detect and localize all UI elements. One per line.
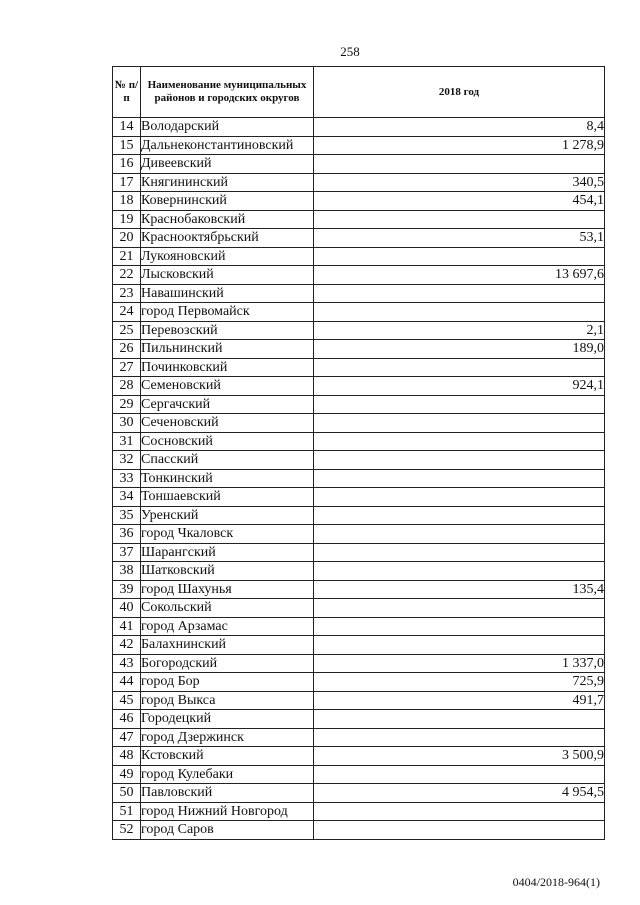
- municipality-name: Спасский: [141, 451, 314, 470]
- row-number: 24: [113, 303, 141, 322]
- municipality-name: Пильнинский: [141, 340, 314, 359]
- row-value: [314, 617, 605, 636]
- row-value: [314, 562, 605, 581]
- municipality-name: Тонкинский: [141, 469, 314, 488]
- table-header-row: [113, 67, 605, 118]
- row-number: 23: [113, 284, 141, 303]
- row-value: 53,1: [314, 229, 605, 248]
- municipality-name: город Арзамас: [141, 617, 314, 636]
- header-num: № п/п: [113, 67, 141, 118]
- table-row: [113, 303, 605, 322]
- row-number: 49: [113, 765, 141, 784]
- row-number: 35: [113, 506, 141, 525]
- row-number: 31: [113, 432, 141, 451]
- row-number: 45: [113, 691, 141, 710]
- table-row: [113, 525, 605, 544]
- municipality-name: Богородский: [141, 654, 314, 673]
- header-name: Наименование муниципальных районов и городских округов: [141, 67, 314, 118]
- table-row: [113, 580, 605, 599]
- municipality-name: Сокольский: [141, 599, 314, 618]
- table-row: [113, 636, 605, 655]
- row-number: 48: [113, 747, 141, 766]
- document-code: 0404/2018-964(1): [512, 875, 600, 889]
- row-value: [314, 469, 605, 488]
- table-row: [113, 266, 605, 285]
- header-year: 2018 год: [314, 67, 605, 118]
- municipality-name: город Кулебаки: [141, 765, 314, 784]
- row-value: [314, 303, 605, 322]
- row-number: 29: [113, 395, 141, 414]
- row-number: 21: [113, 247, 141, 266]
- municipality-name: Кстовский: [141, 747, 314, 766]
- row-number: 44: [113, 673, 141, 692]
- row-number: 38: [113, 562, 141, 581]
- table-row: [113, 599, 605, 618]
- row-value: 1 337,0: [314, 654, 605, 673]
- municipality-name: Дивеевский: [141, 155, 314, 174]
- row-number: 33: [113, 469, 141, 488]
- row-number: 41: [113, 617, 141, 636]
- table-row: [113, 136, 605, 155]
- municipality-name: Дальнеконстантиновский: [141, 136, 314, 155]
- municipality-name: Шатковский: [141, 562, 314, 581]
- row-number: 39: [113, 580, 141, 599]
- municipality-name: город Первомайск: [141, 303, 314, 322]
- table-row: [113, 488, 605, 507]
- row-number: 42: [113, 636, 141, 655]
- table-row: [113, 229, 605, 248]
- table-row: [113, 543, 605, 562]
- data-table: [112, 66, 605, 840]
- row-value: 725,9: [314, 673, 605, 692]
- table-row: [113, 377, 605, 396]
- municipality-name: город Выкса: [141, 691, 314, 710]
- municipality-name: Перевозский: [141, 321, 314, 340]
- table-row: [113, 321, 605, 340]
- municipality-name: город Шахунья: [141, 580, 314, 599]
- row-value: [314, 432, 605, 451]
- row-number: 16: [113, 155, 141, 174]
- row-value: [314, 802, 605, 821]
- municipality-name: Лысковский: [141, 266, 314, 285]
- table-row: [113, 654, 605, 673]
- table-row: [113, 747, 605, 766]
- row-number: 46: [113, 710, 141, 729]
- row-number: 20: [113, 229, 141, 248]
- row-value: 2,1: [314, 321, 605, 340]
- table-row: [113, 821, 605, 840]
- row-number: 25: [113, 321, 141, 340]
- municipality-name: Княгининский: [141, 173, 314, 192]
- row-number: 14: [113, 118, 141, 137]
- table-row: [113, 710, 605, 729]
- municipality-name: город Чкаловск: [141, 525, 314, 544]
- row-value: 4 954,5: [314, 784, 605, 803]
- table-row: [113, 802, 605, 821]
- municipality-name: Сосновский: [141, 432, 314, 451]
- row-number: 22: [113, 266, 141, 285]
- table-row: [113, 451, 605, 470]
- table-row: [113, 617, 605, 636]
- row-value: [314, 488, 605, 507]
- municipality-name: Городецкий: [141, 710, 314, 729]
- row-value: 13 697,6: [314, 266, 605, 285]
- table-row: [113, 506, 605, 525]
- row-number: 37: [113, 543, 141, 562]
- row-value: 924,1: [314, 377, 605, 396]
- row-number: 27: [113, 358, 141, 377]
- municipality-name: Сергачский: [141, 395, 314, 414]
- row-value: [314, 821, 605, 840]
- table-row: [113, 469, 605, 488]
- row-number: 28: [113, 377, 141, 396]
- row-number: 19: [113, 210, 141, 229]
- row-number: 26: [113, 340, 141, 359]
- table-row: [113, 173, 605, 192]
- page-number: 258: [340, 44, 360, 59]
- row-value: 454,1: [314, 192, 605, 211]
- municipality-name: город Нижний Новгород: [141, 802, 314, 821]
- municipality-name: Краснооктябрьский: [141, 229, 314, 248]
- municipality-name: Уренский: [141, 506, 314, 525]
- row-number: 34: [113, 488, 141, 507]
- table-row: [113, 340, 605, 359]
- table-row: [113, 414, 605, 433]
- row-value: [314, 765, 605, 784]
- table-row: [113, 358, 605, 377]
- municipality-name: Краснобаковский: [141, 210, 314, 229]
- row-value: 189,0: [314, 340, 605, 359]
- table-row: [113, 247, 605, 266]
- row-value: [314, 636, 605, 655]
- row-value: [314, 414, 605, 433]
- row-value: [314, 284, 605, 303]
- municipality-name: Починковский: [141, 358, 314, 377]
- table-row: [113, 728, 605, 747]
- row-number: 17: [113, 173, 141, 192]
- row-value: 491,7: [314, 691, 605, 710]
- row-number: 47: [113, 728, 141, 747]
- municipality-name: Сеченовский: [141, 414, 314, 433]
- table-row: [113, 155, 605, 174]
- table-row: [113, 210, 605, 229]
- municipality-name: город Бор: [141, 673, 314, 692]
- row-value: [314, 358, 605, 377]
- municipality-name: город Дзержинск: [141, 728, 314, 747]
- municipality-name: Семеновский: [141, 377, 314, 396]
- row-value: 135,4: [314, 580, 605, 599]
- table-row: [113, 784, 605, 803]
- municipality-name: Лукояновский: [141, 247, 314, 266]
- row-number: 36: [113, 525, 141, 544]
- row-number: 15: [113, 136, 141, 155]
- row-value: [314, 543, 605, 562]
- row-value: [314, 395, 605, 414]
- table-row: [113, 765, 605, 784]
- row-value: [314, 155, 605, 174]
- municipality-name: Шарангский: [141, 543, 314, 562]
- row-number: 52: [113, 821, 141, 840]
- row-number: 43: [113, 654, 141, 673]
- municipality-name: Ковернинский: [141, 192, 314, 211]
- row-value: 1 278,9: [314, 136, 605, 155]
- row-value: [314, 710, 605, 729]
- row-value: [314, 506, 605, 525]
- table-row: [113, 673, 605, 692]
- municipality-name: Навашинский: [141, 284, 314, 303]
- municipality-name: город Саров: [141, 821, 314, 840]
- row-value: [314, 525, 605, 544]
- row-value: [314, 210, 605, 229]
- row-number: 30: [113, 414, 141, 433]
- municipality-name: Павловский: [141, 784, 314, 803]
- row-number: 50: [113, 784, 141, 803]
- row-number: 51: [113, 802, 141, 821]
- row-value: [314, 599, 605, 618]
- table-row: [113, 284, 605, 303]
- municipality-name: Володарский: [141, 118, 314, 137]
- municipality-name: Тоншаевский: [141, 488, 314, 507]
- row-value: [314, 247, 605, 266]
- table-row: [113, 691, 605, 710]
- row-value: 8,4: [314, 118, 605, 137]
- table-body: [113, 118, 605, 840]
- municipality-name: Балахнинский: [141, 636, 314, 655]
- row-number: 18: [113, 192, 141, 211]
- table-row: [113, 432, 605, 451]
- table-row: [113, 192, 605, 211]
- row-value: [314, 728, 605, 747]
- row-value: [314, 451, 605, 470]
- row-number: 32: [113, 451, 141, 470]
- row-value: 340,5: [314, 173, 605, 192]
- table-row: [113, 395, 605, 414]
- table-row: [113, 118, 605, 137]
- row-number: 40: [113, 599, 141, 618]
- table-row: [113, 562, 605, 581]
- row-value: 3 500,9: [314, 747, 605, 766]
